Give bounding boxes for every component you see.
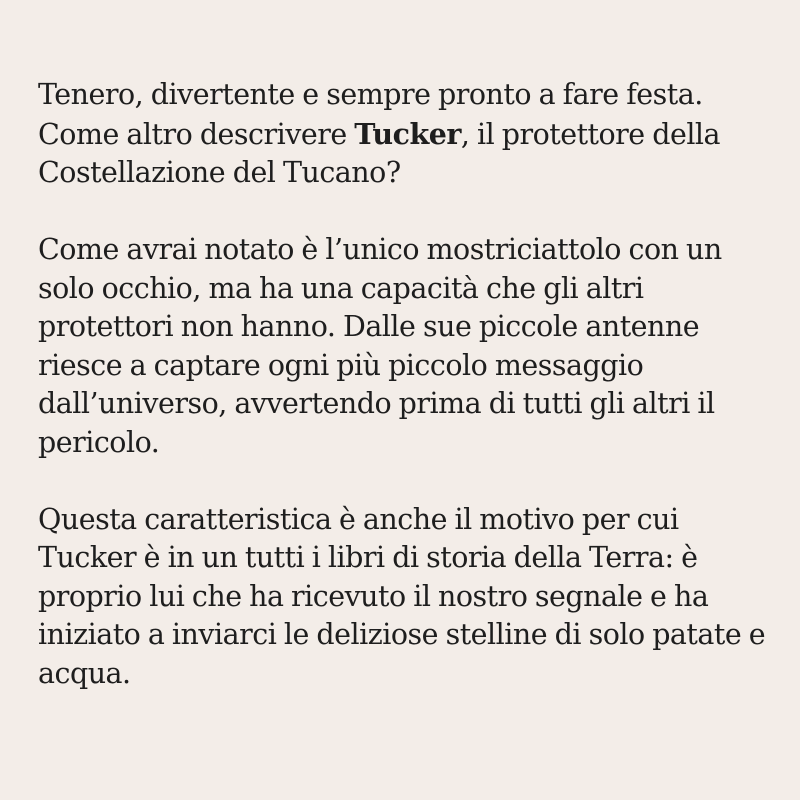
intro-text-end: , il protettore della Costellazione del Tucano? bbox=[38, 117, 721, 189]
paragraph-history: Questa caratteristica è anche il motivo per cui Tucker è in un tutti i libri di storia della Terra: è proprio lui che ha ricevuto il nostro segnale e ha iniziato a inviarci le deliziose stelline di solo patate e acqua. bbox=[38, 502, 766, 690]
intro-text-start: Tenero, divertente e sempre pronto a fare festa. Come altro descrivere bbox=[38, 78, 703, 151]
text-body bbox=[38, 76, 778, 693]
paragraph-intro bbox=[38, 76, 778, 193]
character-name: Tucker bbox=[354, 116, 461, 151]
paragraph-description: Come avrai notato è l’unico mostriciattolo con un solo occhio, ma ha una capacità che gli altri protettori non hanno. Dalle sue piccole antenne riesce a captare ogni più piccolo messaggio dall’universo, avvertendo prima di tutti gli altri il pericolo. bbox=[38, 233, 722, 459]
